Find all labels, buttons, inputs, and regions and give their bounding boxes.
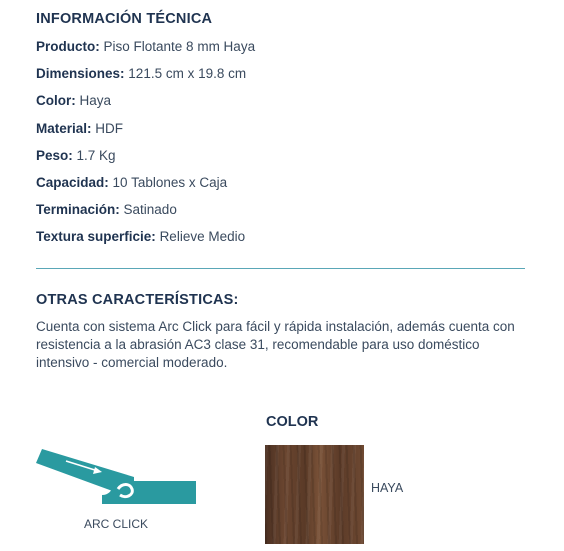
other-features-title: OTRAS CARACTERÍSTICAS: bbox=[36, 292, 239, 308]
spec-row-material bbox=[36, 120, 255, 147]
spec-row-color bbox=[36, 92, 255, 119]
spec-value: Piso Flotante 8 mm Haya bbox=[103, 39, 256, 54]
spec-value: Relieve Medio bbox=[159, 229, 246, 245]
spec-key: Material: bbox=[36, 120, 92, 136]
arc-click-joint-icon bbox=[36, 447, 201, 509]
spec-row-weight bbox=[36, 147, 255, 174]
spec-key: Color: bbox=[36, 93, 76, 109]
spec-key: Peso: bbox=[36, 147, 73, 163]
color-swatch-label: HAYA bbox=[371, 481, 404, 495]
spec-row-texture bbox=[36, 228, 255, 255]
spec-value: Haya bbox=[79, 93, 112, 109]
spec-key: Producto: bbox=[36, 39, 100, 54]
spec-row-dimensions bbox=[36, 65, 255, 92]
spec-key: Textura superficie: bbox=[36, 229, 156, 245]
spec-key: Capacidad: bbox=[36, 174, 109, 190]
technical-info-title: INFORMACIÓN TÉCNICA bbox=[36, 11, 213, 27]
spec-row-finish bbox=[36, 201, 255, 228]
spec-value: Satinado bbox=[123, 202, 177, 218]
arc-click-label: ARC CLICK bbox=[84, 517, 149, 531]
spec-value: 1.7 Kg bbox=[76, 147, 116, 163]
section-divider bbox=[36, 268, 525, 269]
spec-row-capacity bbox=[36, 174, 255, 201]
spec-row-product bbox=[36, 38, 255, 65]
other-features-description: Cuenta con sistema Arc Click para fácil y rápida instalación, además cuenta con resistencia a la abrasión AC3 clase 31, recomendable para uso doméstico intensivo - comercial moderado. bbox=[36, 319, 515, 370]
spec-value: 10 Tablones x Caja bbox=[112, 174, 228, 190]
spec-list bbox=[36, 38, 255, 256]
spec-value: 121.5 cm x 19.8 cm bbox=[128, 66, 247, 82]
color-swatch bbox=[265, 445, 364, 544]
spec-key: Dimensiones: bbox=[36, 66, 125, 82]
spec-key: Terminación: bbox=[36, 202, 120, 218]
color-title: COLOR bbox=[266, 414, 319, 430]
spec-value: HDF bbox=[95, 120, 124, 136]
